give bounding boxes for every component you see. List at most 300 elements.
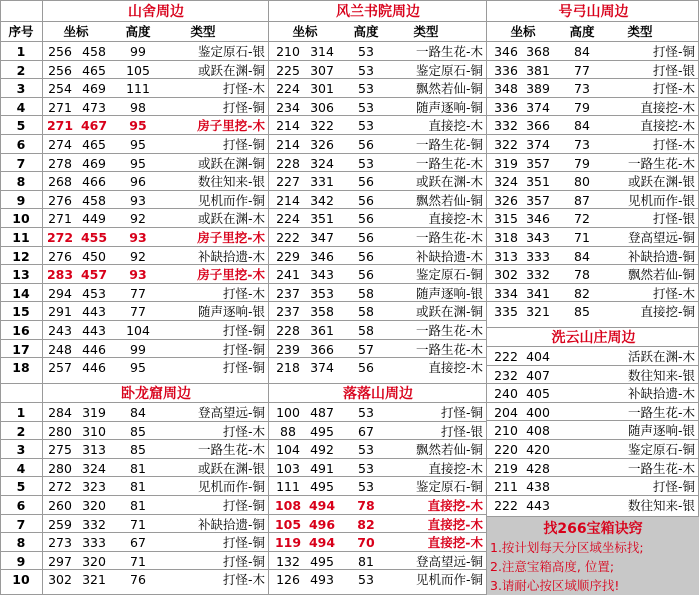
coord-y: 469: [82, 155, 106, 171]
grid-line: [0, 115, 486, 116]
height-value: 92: [130, 211, 146, 227]
height-value: 80: [574, 174, 590, 190]
coord-y: 496: [308, 516, 336, 532]
coord-y: 313: [82, 442, 106, 458]
height-value: 81: [358, 553, 374, 569]
chest-type: 补缺拾遗-木: [415, 248, 483, 264]
coord-x: 211: [494, 479, 518, 495]
seq-number: 18: [12, 360, 30, 376]
height-value: 87: [574, 192, 590, 208]
height-value: 56: [358, 248, 374, 264]
chest-type: 鉴定原石-铜: [415, 62, 483, 78]
chest-type: 补缺拾遗-铜: [197, 516, 265, 532]
coord-y: 466: [82, 174, 106, 190]
coord-x: 108: [274, 498, 302, 513]
height-value: 96: [130, 174, 146, 190]
coord-y: 404: [526, 349, 550, 364]
chest-type: 打怪-银: [652, 211, 695, 227]
coord-x: 278: [48, 155, 72, 171]
chest-type: 鉴定原石-银: [197, 44, 265, 59]
grid-line: [0, 153, 486, 154]
coord-y: 341: [526, 285, 550, 301]
coord-y: 449: [82, 211, 106, 227]
coord-x: 100: [276, 405, 300, 420]
grid-line: [0, 339, 486, 340]
chest-type: 打怪-铜: [652, 44, 695, 59]
seq-number: 11: [12, 230, 30, 245]
height-value: 71: [130, 553, 146, 569]
col-header-coord: 坐标: [63, 24, 89, 39]
chest-type: 打怪-木: [222, 285, 265, 301]
coord-x: 243: [48, 323, 72, 338]
grid-line: [486, 246, 699, 247]
grid-line: [486, 365, 699, 366]
section-title: 卧龙窟周边: [121, 386, 191, 402]
coord-x: 275: [48, 442, 72, 458]
chest-type: 登高望远-铜: [415, 553, 483, 569]
coord-y: 408: [526, 423, 550, 439]
coord-y: 458: [82, 192, 106, 208]
grid-line: [0, 134, 486, 135]
height-value: 56: [358, 174, 374, 190]
coord-y: 346: [310, 248, 334, 264]
tip-line: 2.注意宝箱高度, 位置;: [490, 559, 615, 574]
coord-y: 351: [310, 211, 334, 227]
grid-line: [0, 246, 486, 247]
height-value: 85: [130, 423, 146, 439]
height-value: 95: [130, 137, 146, 152]
coord-y: 389: [526, 81, 550, 97]
coord-y: 322: [310, 118, 334, 134]
chest-type: 直接挖-木: [427, 516, 483, 532]
coord-x: 248: [48, 341, 72, 357]
grid-line: [486, 60, 699, 61]
seq-number: 2: [16, 62, 26, 78]
coord-x: 346: [494, 44, 518, 59]
coord-y: 357: [526, 192, 550, 208]
coord-x: 334: [494, 285, 518, 301]
height-value: 79: [574, 155, 590, 171]
chest-type: 打怪-银: [652, 62, 695, 78]
coord-x: 276: [48, 192, 72, 208]
coord-x: 332: [494, 118, 518, 134]
chest-type: 一路生花-铜: [415, 137, 483, 152]
coord-x: 272: [46, 230, 74, 245]
chest-type: 一路生花-木: [627, 404, 695, 420]
chest-type: 或跃在渊-银: [627, 174, 695, 190]
chest-type: 打怪-木: [652, 81, 695, 97]
grid-line: [0, 190, 486, 191]
coord-x: 318: [494, 230, 518, 245]
grid-line: [486, 327, 699, 328]
section-title: 山舍周边: [128, 4, 184, 20]
col-header-coord: 坐标: [292, 24, 318, 39]
coord-y: 465: [82, 137, 106, 152]
height-value: 85: [574, 304, 590, 320]
height-value: 72: [574, 211, 590, 227]
grid-line: [0, 264, 486, 265]
chest-type: 补缺拾遗-木: [197, 248, 265, 264]
height-value: 78: [574, 267, 590, 283]
coord-y: 333: [82, 535, 106, 551]
chest-type: 直接挖-木: [640, 118, 695, 134]
chest-type: 或跃在渊-木: [197, 211, 265, 227]
chest-type: 飘然若仙-铜: [415, 442, 483, 458]
coord-x: 268: [48, 174, 72, 190]
grid-line: [486, 208, 699, 209]
coord-y: 319: [82, 405, 106, 420]
chest-type: 打怪-铜: [222, 341, 265, 357]
coord-x: 284: [48, 405, 72, 420]
chest-type: 随声逐响-铜: [415, 99, 483, 115]
chest-type: 打怪-银: [440, 423, 483, 439]
chest-type: 打怪-铜: [222, 553, 265, 569]
coord-y: 494: [308, 498, 336, 513]
coord-x: 260: [48, 498, 72, 513]
chest-type: 房子里挖-木: [197, 267, 265, 283]
seq-number: 7: [16, 516, 26, 532]
col-header-height: 高度: [569, 24, 595, 39]
height-value: 77: [574, 62, 590, 78]
tip-line: 3.请耐心按区域顺序找!: [490, 578, 620, 593]
section-title: 落落山周边: [343, 386, 413, 402]
coord-x: 322: [494, 137, 518, 152]
coord-y: 469: [82, 81, 106, 97]
coord-y: 326: [310, 137, 334, 152]
height-value: 56: [358, 230, 374, 245]
coord-y: 346: [526, 211, 550, 227]
coord-x: 88: [280, 423, 296, 439]
coord-y: 331: [310, 174, 334, 190]
chest-type: 直接挖-木: [427, 498, 483, 513]
height-value: 111: [126, 81, 150, 97]
grid-line: [0, 78, 486, 79]
coord-y: 343: [526, 230, 550, 245]
grid-line: [486, 383, 699, 384]
grid-line: [0, 0, 699, 1]
coord-x: 224: [276, 81, 300, 97]
coord-y: 357: [526, 155, 550, 171]
chest-type: 直接挖-木: [427, 535, 483, 551]
height-value: 99: [130, 341, 146, 357]
coord-x: 234: [276, 99, 300, 115]
coord-x: 297: [48, 553, 72, 569]
coord-y: 420: [526, 442, 550, 457]
chest-type: 飘然若仙-铜: [415, 81, 483, 97]
chest-type: 登高望远-铜: [197, 405, 265, 420]
coord-x: 280: [48, 460, 72, 476]
grid-line: [0, 551, 486, 552]
seq-number: 13: [12, 267, 30, 283]
height-value: 53: [358, 62, 374, 78]
coord-x: 224: [276, 211, 300, 227]
chest-type: 打怪-铜: [222, 498, 265, 513]
coord-x: 103: [276, 460, 300, 476]
grid-line: [0, 227, 486, 228]
height-value: 58: [358, 304, 374, 320]
coord-y: 443: [82, 323, 106, 338]
chest-type: 打怪-铜: [222, 99, 265, 115]
chest-type: 数往知来-银: [627, 367, 695, 383]
chest-type: 或跃在渊-木: [415, 174, 483, 190]
grid-line: [0, 301, 486, 302]
height-value: 81: [130, 498, 146, 513]
seq-number: 3: [16, 442, 26, 458]
seq-number: 14: [12, 285, 30, 301]
col-header-height: 高度: [125, 24, 151, 39]
coord-y: 492: [310, 442, 334, 458]
chest-type: 活跃在渊-木: [627, 349, 695, 364]
grid-line: [0, 0, 1, 595]
coord-x: 336: [494, 62, 518, 78]
height-value: 81: [130, 479, 146, 495]
col-header-type: 类型: [413, 24, 439, 39]
height-value: 53: [358, 405, 374, 420]
height-value: 53: [358, 81, 374, 97]
coord-y: 368: [526, 44, 550, 59]
coord-x: 240: [494, 386, 518, 402]
grid-line: [0, 208, 486, 209]
seq-number: 5: [16, 479, 26, 495]
grid-line: [0, 569, 486, 570]
chest-type: 或跃在渊-铜: [197, 62, 265, 78]
chest-type: 随声逐响-银: [627, 423, 695, 439]
coord-y: 342: [310, 192, 334, 208]
coord-y: 351: [526, 174, 550, 190]
grid-line: [0, 60, 486, 61]
coord-y: 347: [310, 230, 334, 245]
coord-x: 271: [46, 118, 74, 134]
seq-number: 2: [16, 423, 26, 439]
height-value: 73: [574, 81, 590, 97]
grid-line: [0, 458, 486, 459]
seq-number: 7: [16, 155, 26, 171]
coord-x: 126: [276, 572, 300, 588]
coord-x: 105: [274, 516, 302, 532]
seq-number: 4: [16, 460, 26, 476]
coord-y: 361: [310, 323, 334, 338]
coord-x: 237: [276, 285, 300, 301]
seq-number: 16: [12, 323, 30, 338]
coord-y: 374: [310, 360, 334, 376]
height-value: 73: [574, 137, 590, 152]
coord-y: 366: [526, 118, 550, 134]
coord-x: 313: [494, 248, 518, 264]
chest-type: 补缺拾遗-木: [627, 386, 695, 402]
chest-type: 直接挖-木: [428, 118, 483, 134]
chest-type: 见机而作-铜: [197, 192, 265, 208]
coord-x: 222: [494, 497, 518, 513]
height-value: 56: [358, 137, 374, 152]
height-value: 53: [358, 442, 374, 458]
coord-y: 324: [82, 460, 106, 476]
coord-x: 222: [276, 230, 300, 245]
grid-line: [0, 97, 486, 98]
coord-x: 228: [276, 323, 300, 338]
coord-y: 314: [310, 44, 334, 59]
coord-y: 374: [526, 99, 550, 115]
coord-x: 232: [494, 367, 518, 383]
coord-x: 335: [494, 304, 518, 320]
coord-x: 291: [48, 304, 72, 320]
grid-line: [486, 153, 699, 154]
seq-number: 6: [16, 498, 26, 513]
seq-number: 9: [16, 192, 26, 208]
coord-y: 400: [526, 404, 550, 420]
coord-y: 455: [80, 230, 108, 245]
seq-number: 8: [16, 174, 26, 190]
seq-number: 8: [16, 535, 26, 551]
chest-type: 一路生花-木: [415, 44, 483, 59]
chest-type: 一路生花-木: [415, 230, 483, 245]
height-value: 95: [130, 360, 146, 376]
chest-type: 打怪-木: [652, 285, 695, 301]
seq-header: 序号: [8, 24, 34, 39]
grid-line: [486, 171, 699, 172]
coord-x: 225: [276, 62, 300, 78]
chest-type: 打怪-木: [222, 81, 265, 97]
height-value: 82: [574, 285, 590, 301]
coord-x: 227: [276, 174, 300, 190]
height-value: 53: [358, 572, 374, 588]
grid-line: [486, 78, 699, 79]
height-value: 92: [130, 248, 146, 264]
coord-y: 443: [82, 304, 106, 320]
chest-type: 数往知来-银: [197, 174, 265, 190]
coord-x: 220: [494, 442, 518, 457]
chest-type: 打怪-铜: [222, 360, 265, 376]
chest-type: 直接挖-木: [428, 211, 483, 227]
grid-line: [486, 476, 699, 477]
col-header-type: 类型: [190, 24, 216, 39]
coord-y: 374: [526, 137, 550, 152]
coord-x: 229: [276, 248, 300, 264]
grid-line: [486, 264, 699, 265]
coord-x: 319: [494, 155, 518, 171]
coord-x: 276: [48, 248, 72, 264]
coord-x: 228: [276, 155, 300, 171]
coord-x: 214: [276, 192, 300, 208]
chest-type: 打怪-木: [652, 137, 695, 152]
grid-line: [0, 532, 486, 533]
chest-type: 直接挖-木: [428, 460, 483, 476]
coord-x: 222: [494, 349, 518, 364]
coord-x: 257: [48, 360, 72, 376]
coord-y: 323: [82, 479, 106, 495]
coord-x: 283: [46, 267, 74, 283]
height-value: 56: [358, 267, 374, 283]
coord-y: 321: [526, 304, 550, 320]
height-value: 84: [574, 44, 590, 59]
coord-y: 438: [526, 479, 550, 495]
grid-line: [42, 0, 43, 595]
chest-type: 随声逐响-银: [415, 285, 483, 301]
chest-type: 一路生花-木: [627, 155, 695, 171]
coord-y: 487: [310, 405, 334, 420]
chest-type: 随声逐响-银: [197, 304, 265, 320]
height-value: 76: [130, 572, 146, 588]
coord-y: 494: [308, 535, 336, 551]
grid-line: [486, 458, 699, 459]
chest-type: 补缺拾遗-铜: [627, 248, 695, 264]
grid-line: [0, 495, 486, 496]
grid-line: [486, 301, 699, 302]
coord-x: 210: [494, 423, 518, 439]
grid-line: [486, 134, 699, 135]
height-value: 67: [358, 423, 374, 439]
chest-type: 直接挖-铜: [640, 304, 695, 320]
height-value: 53: [358, 118, 374, 134]
coord-y: 306: [310, 99, 334, 115]
grid-line: [486, 346, 699, 347]
coord-y: 443: [526, 497, 550, 513]
section-title: 洗云山庄周边: [551, 330, 636, 346]
seq-number: 10: [12, 211, 30, 227]
grid-line: [486, 0, 487, 595]
coord-x: 280: [48, 423, 72, 439]
coord-y: 310: [82, 423, 106, 439]
coord-y: 366: [310, 341, 334, 357]
height-value: 98: [130, 99, 146, 115]
seq-number: 1: [16, 405, 26, 420]
grid-line: [486, 402, 699, 403]
coord-y: 495: [310, 553, 334, 569]
tip-line: 1.按计划每天分区域坐标找;: [490, 540, 644, 555]
coord-y: 453: [82, 285, 106, 301]
grid-line: [268, 0, 269, 595]
seq-number: 12: [12, 248, 30, 264]
coord-x: 272: [48, 479, 72, 495]
coord-y: 332: [82, 516, 106, 532]
seq-number: 9: [16, 553, 26, 569]
coord-x: 256: [48, 44, 72, 59]
height-value: 77: [130, 304, 146, 320]
chest-type: 一路生花-木: [197, 442, 265, 458]
coord-y: 353: [310, 285, 334, 301]
height-value: 99: [130, 44, 146, 59]
chest-type: 数往知来-银: [627, 497, 695, 513]
height-value: 70: [357, 535, 375, 551]
seq-number: 10: [12, 572, 30, 588]
chest-type: 一路生花-木: [415, 341, 483, 357]
grid-line: [486, 227, 699, 228]
coord-y: 446: [82, 360, 106, 376]
height-value: 53: [358, 44, 374, 59]
coord-x: 274: [48, 137, 72, 152]
height-value: 53: [358, 479, 374, 495]
grid-line: [0, 383, 486, 384]
coord-y: 301: [310, 81, 334, 97]
chest-type: 打怪-铜: [222, 323, 265, 338]
col-header-type: 类型: [627, 24, 653, 39]
chest-type: 打怪-木: [222, 572, 265, 588]
grid-line: [486, 190, 699, 191]
coord-x: 219: [494, 460, 518, 476]
chest-type: 登高望远-铜: [627, 230, 695, 245]
grid-line: [486, 283, 699, 284]
coord-x: 326: [494, 192, 518, 208]
col-header-height: 高度: [353, 24, 379, 39]
coord-y: 307: [310, 62, 334, 78]
coord-x: 259: [48, 516, 72, 532]
coord-x: 336: [494, 99, 518, 115]
seq-number: 15: [12, 304, 30, 320]
coord-y: 321: [82, 572, 106, 588]
coord-x: 214: [276, 118, 300, 134]
chest-type: 鉴定原石-铜: [415, 479, 483, 495]
coord-x: 214: [276, 137, 300, 152]
chest-type: 打怪-铜: [222, 137, 265, 152]
